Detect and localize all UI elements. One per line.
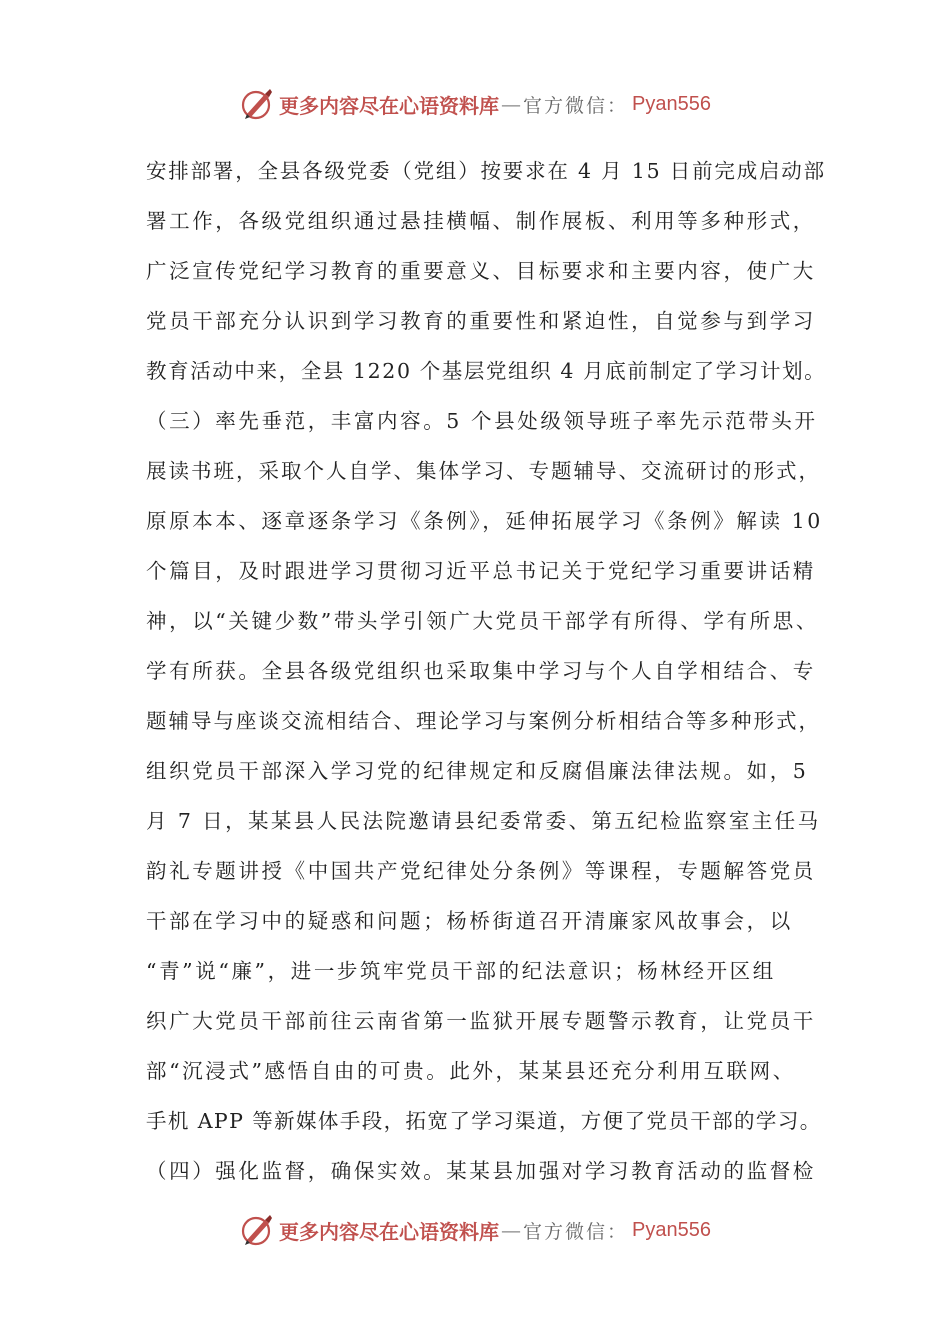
text-line: 广泛宣传党纪学习教育的重要意义、目标要求和主要内容，使广大 <box>146 259 816 283</box>
text-line: 部“沉浸式”感悟自由的可贵。此外，某某县还充分利用互联网、 <box>146 1059 796 1083</box>
watermark-main-text: 更多内容尽在心语资料库 <box>279 1219 499 1244</box>
text-line: 神，以“关键少数”带头学引领广大党员干部学有所得、学有所思、 <box>146 609 819 633</box>
footer-watermark <box>0 1210 950 1250</box>
watermark-sub-text: 官方微信： <box>523 1220 629 1243</box>
header-watermark <box>0 84 950 124</box>
text-line: 原原本本、逐章逐条学习《条例》，延伸拓展学习《条例》解读 10 <box>146 509 823 533</box>
text-line: 韵礼专题讲授《中国共产党纪律处分条例》等课程，专题解答党员 <box>146 859 816 883</box>
text-line: 学有所获。全县各级党组织也采取集中学习与个人自学相结合、专 <box>146 659 816 683</box>
text-line: 署工作，各级党组织通过悬挂横幅、制作展板、利用等多种形式， <box>146 209 816 233</box>
watermark-wechat-id: Pyan556 <box>632 92 711 115</box>
text-line: （三）率先垂范，丰富内容。5 个县处级领导班子率先示范带头开 <box>146 409 818 433</box>
text-line: （四）强化监督，确保实效。某某县加强对学习教育活动的监督检 <box>146 1159 816 1183</box>
text-line: 个篇目，及时跟进学习贯彻习近平总书记关于党纪学习重要讲话精 <box>146 559 816 583</box>
text-line: 手机 APP 等新媒体手段，拓宽了学习渠道，方便了党员干部的学习。 <box>146 1109 822 1133</box>
text-line: 题辅导与座谈交流相结合、理论学习与案例分析相结合等多种形式， <box>146 709 821 733</box>
text-line: 组织党员干部深入学习党的纪律规定和反腐倡廉法律法规。如，5 <box>146 759 809 783</box>
pen-logo-icon <box>239 86 275 122</box>
text-line: 展读书班，采取个人自学、集体学习、专题辅导、交流研讨的形式， <box>146 459 821 483</box>
watermark-dash: — <box>501 92 521 116</box>
text-line: 织广大党员干部前往云南省第一监狱开展专题警示教育，让党员干 <box>146 1009 816 1033</box>
watermark-wechat-id: Pyan556 <box>632 1218 711 1241</box>
watermark-sub-text: 官方微信： <box>523 94 629 117</box>
watermark-main-text: 更多内容尽在心语资料库 <box>279 93 499 118</box>
text-line: 党员干部充分认识到学习教育的重要性和紧迫性，自觉参与到学习 <box>146 309 816 333</box>
pen-logo-icon <box>239 1212 275 1248</box>
watermark-dash: — <box>501 1218 521 1242</box>
text-line: 教育活动中来，全县 1220 个基层党组织 4 月底前制定了学习计划。 <box>146 359 827 383</box>
text-line: “青”说“廉”，进一步筑牢党员干部的纪法意识；杨林经开区组 <box>146 959 776 983</box>
document-body <box>146 146 826 1196</box>
text-line: 干部在学习中的疑惑和问题；杨桥街道召开清廉家风故事会，以 <box>146 909 793 933</box>
text-line: 安排部署，全县各级党委（党组）按要求在 4 月 15 日前完成启动部 <box>146 159 826 183</box>
text-line: 月 7 日，某某县人民法院邀请县纪委常委、第五纪检监察室主任马 <box>146 809 821 833</box>
